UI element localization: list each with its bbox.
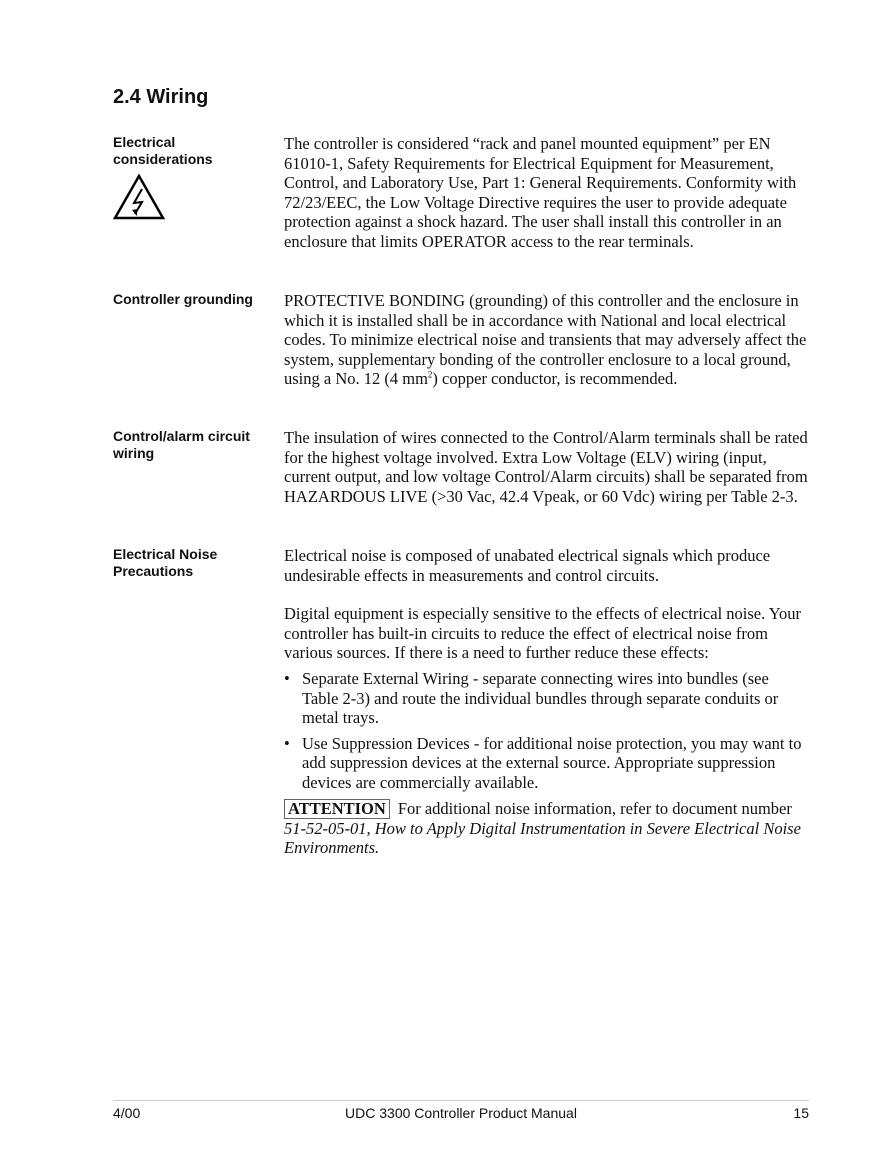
noise-paragraph-2: Digital equipment is especially sensitive to the effects of electrical noise. Your controller has built-in circuits to reduce the effect of electrical noise from various sources. If there is a need to further reduce these effects:: [284, 604, 802, 663]
controller-grounding-text: [284, 291, 809, 389]
attention-text: For additional noise information, refer to document number: [397, 798, 792, 818]
side-heading-electrical-label: Electrical considerations: [113, 134, 213, 167]
side-heading-noise: Electrical Noise Precautions: [113, 546, 218, 579]
side-heading-grounding: Controller grounding: [113, 291, 253, 307]
list-item: [284, 734, 809, 793]
electrical-paragraph: The controller is considered “rack and panel mounted equipment” per EN 61010-1, Safety Requirements for Electrical Equipment for Measurement, Control, and Laboratory Use, Part 1: General Requirements. Conformity with 72/23/EEC, the Low Voltage Directive requires the user to provide adequate protection against a shock hazard. The user shall install this controller in an enclosure that limits OPERATOR access to the rear terminals.: [284, 134, 797, 251]
control-alarm-paragraph: The insulation of wires connected to the Control/Alarm terminals shall be rated for the highest voltage involved. Extra Low Voltage (ELV) wiring (input, current output, and low voltage Control/Alarm circuits) shall be separated from HAZARDOUS LIVE (>30 Vac, 42.4 Vpeak, or 60 Vdc) wiring per Table 2-3.: [284, 428, 808, 506]
footer-manual-title: UDC 3300 Controller Product Manual: [345, 1105, 577, 1121]
noise-bullet-list: [284, 669, 809, 793]
grounding-text-part1: PROTECTIVE BONDING (grounding) of this controller and the enclosure in which it is installed shall be in accordance with National and local electrical codes. To minimize electrical noise and transients that may adversely affect the system, supplementary bonding of the controller enclosure to a local ground, using a No. 12 (4 mm: [284, 291, 807, 389]
side-heading-control-alarm: Control/alarm circuit wiring: [113, 428, 250, 461]
bullet-dot: •: [284, 733, 290, 753]
footer-date: 4/00: [113, 1105, 141, 1121]
control-alarm-wiring-text: [284, 428, 809, 506]
bullet-text-2: Use Suppression Devices - for additional noise protection, you may want to add suppression devices at the external source. Appropriate suppression devices are commercially available.: [302, 733, 802, 792]
bullet-text-1: Separate External Wiring - separate connecting wires into bundles (see Table 2-3) and route the individual bundles through separate conduits or metal trays.: [302, 668, 779, 728]
grounding-paragraph: [284, 291, 809, 389]
electrical-hazard-warning-icon: [113, 174, 165, 220]
noise-paragraph-1: Electrical noise is composed of unabated electrical signals which produce undesirable effects in measurements and control circuits.: [284, 546, 771, 585]
page-footer: [113, 1100, 809, 1121]
grounding-superscript: 2: [427, 369, 433, 380]
footer-page-number: 15: [793, 1105, 809, 1121]
side-heading-electrical: [113, 134, 273, 168]
grounding-text-part2: ) copper conductor, is recommended.: [432, 369, 678, 389]
electrical-considerations-text: [284, 134, 809, 252]
electrical-noise-text: [284, 546, 809, 858]
list-item: [284, 669, 809, 728]
attention-badge: ATTENTION: [284, 799, 390, 819]
attention-note: [284, 799, 809, 858]
attention-document-reference: 51-52-05-01, How to Apply Digital Instrumentation in Severe Electrical Noise Environments.: [284, 818, 801, 858]
bullet-dot: •: [284, 668, 290, 688]
section-title: 2.4 Wiring: [113, 86, 209, 108]
